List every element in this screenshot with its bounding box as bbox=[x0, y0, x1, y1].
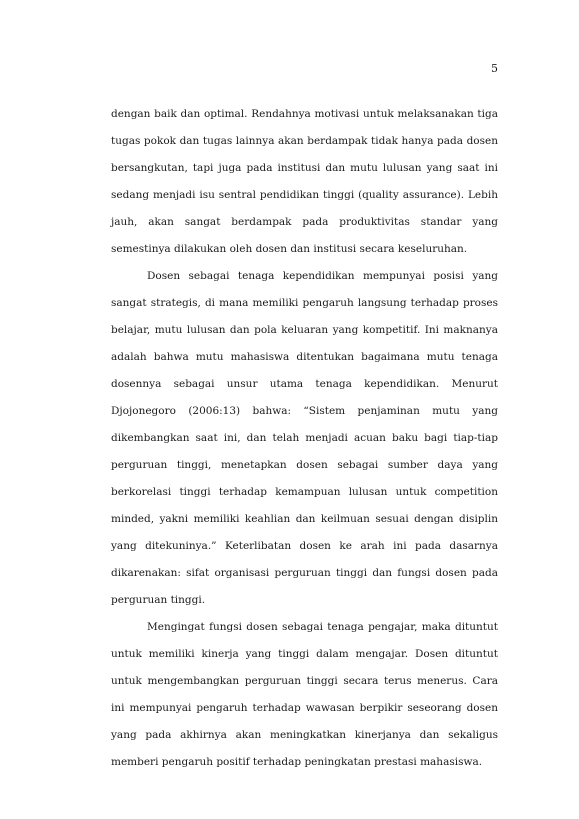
body-text bbox=[111, 101, 498, 776]
paragraph-1: dengan baik dan optimal. Rendahnya motivasi untuk melaksanakan tiga tugas pokok dan tugas lainnya akan berdampak tidak hanya pada dosen bersangkutan, tapi juga pada institusi dan mutu lulusan yang saat ini sedang menjadi isu sentral pendidikan tinggi (quality assurance). Lebih jauh, akan sangat berdampak pada produktivitas standar yang semestinya dilakukan oleh dosen dan institusi secara keseluruhan. bbox=[111, 108, 498, 255]
paragraph-2: Dosen sebagai tenaga kependidikan mempunyai posisi yang sangat strategis, di mana memiliki pengaruh langsung terhadap proses belajar, mutu lulusan dan pola keluaran yang kompetitif. Ini maknanya adalah bahwa mutu mahasiswa ditentukan bagaimana mutu tenaga dosennya sebagai unsur utama tenaga kependidikan. Menurut Djojonegoro (2006:13) bahwa: “Sistem penjaminan mutu yang dikembangkan saat ini, dan telah menjadi acuan baku bagi tiap-tiap perguruan tinggi, menetapkan dosen sebagai sumber daya yang berkorelasi tinggi terhadap kemampuan lulusan untuk competition minded, yakni memiliki keahlian dan keilmuan sesuai dengan disiplin yang ditekuninya.” Keterlibatan dosen ke arah ini pada dasarnya dikarenakan: sifat organisasi perguruan tinggi dan fungsi dosen pada perguruan tinggi. bbox=[111, 270, 498, 606]
paragraph-3: Mengingat fungsi dosen sebagai tenaga pengajar, maka dituntut untuk memiliki kinerja yang tinggi dalam mengajar. Dosen dituntut untuk mengembangkan perguruan tinggi secara terus menerus. Cara ini mempunyai pengaruh terhadap wawasan berpikir seseorang dosen yang pada akhirnya akan meningkatkan kinerjanya dan sekaligus memberi pengaruh positif terhadap peningkatan prestasi mahasiswa. bbox=[111, 621, 498, 768]
page-number: 5 bbox=[491, 62, 498, 75]
